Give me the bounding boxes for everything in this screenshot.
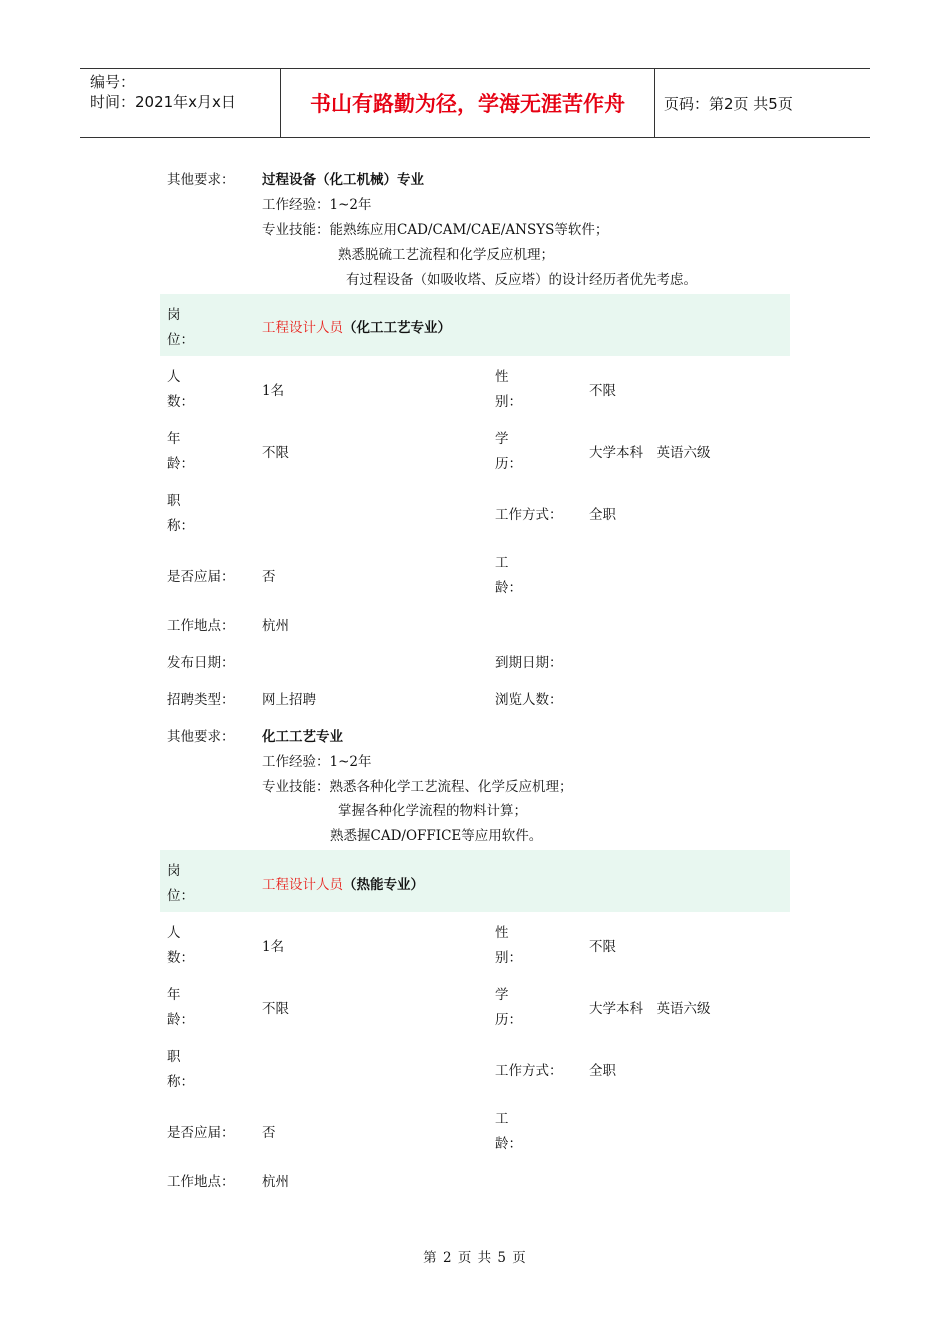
header-page-number: 页码：第2页 共5页	[664, 94, 793, 113]
fresh-graduate-label: 是否应届：	[167, 569, 235, 585]
professional-title-label: 职 称：	[167, 493, 194, 534]
header-time: 时间：2021年x月x日	[90, 93, 236, 111]
education-label: 学 历：	[495, 431, 522, 472]
requirement-skills: 掌握各种化学流程的物料计算；	[338, 803, 527, 819]
location-label: 工作地点：	[167, 1174, 235, 1190]
page-header	[80, 68, 870, 138]
post-label: 岗 位：	[167, 307, 194, 348]
header-motto: 书山有路勤为径，学海无涯苦作舟	[310, 92, 625, 116]
location-value: 杭州	[262, 1174, 289, 1190]
location-value: 杭州	[262, 618, 289, 634]
requirement-skills: 专业技能：能熟练应用CAD/CAM/CAE/ANSYS等软件；	[262, 222, 609, 238]
professional-title-label: 职 称：	[167, 1049, 194, 1090]
work-mode-value: 全职	[589, 507, 616, 523]
fresh-graduate-value: 否	[262, 1125, 276, 1141]
headcount-value: 1名	[262, 939, 285, 955]
location-label: 工作地点：	[167, 618, 235, 634]
age-label: 年 龄：	[167, 987, 194, 1028]
gender-label: 性 别：	[495, 925, 522, 966]
recruit-type-label: 招聘类型：	[167, 692, 235, 708]
job-title-band	[160, 850, 790, 912]
job-title-major: （热能专业）	[343, 877, 424, 893]
job-title-band	[160, 294, 790, 356]
seniority-label: 工 龄：	[495, 1111, 522, 1152]
views-label: 浏览人数：	[495, 692, 563, 708]
publish-date-label: 发布日期：	[167, 655, 235, 671]
header-number: 编号：	[90, 73, 136, 91]
recruit-type-value: 网上招聘	[262, 692, 316, 708]
age-label: 年 龄：	[167, 431, 194, 472]
gender-label: 性 别：	[495, 369, 522, 410]
job-title-name[interactable]: 工程设计人员	[262, 320, 343, 336]
fresh-graduate-label: 是否应届：	[167, 1125, 235, 1141]
age-value: 不限	[262, 1001, 289, 1017]
expire-date-label: 到期日期：	[495, 655, 563, 671]
requirement-skills: 专业技能：熟悉各种化学工艺流程、化学反应机理；	[262, 779, 573, 795]
gender-value: 不限	[589, 383, 616, 399]
headcount-value: 1名	[262, 383, 285, 399]
work-mode-value: 全职	[589, 1063, 616, 1079]
requirement-major: 化工工艺专业	[262, 729, 343, 745]
work-mode-label: 工作方式：	[495, 507, 563, 523]
seniority-label: 工 龄：	[495, 555, 522, 596]
requirement-experience: 工作经验：1~2年	[262, 754, 372, 770]
fresh-graduate-value: 否	[262, 569, 276, 585]
education-value: 大学本科 英语六级	[589, 1001, 711, 1017]
gender-value: 不限	[589, 939, 616, 955]
requirement-major: 过程设备（化工机械）专业	[262, 172, 424, 188]
header-meta	[90, 72, 236, 112]
work-mode-label: 工作方式：	[495, 1063, 563, 1079]
education-value: 大学本科 英语六级	[589, 445, 711, 461]
header-divider	[654, 69, 655, 137]
requirement-skills: 熟悉握CAD/OFFICE等应用软件。	[330, 828, 543, 844]
headcount-label: 人 数：	[167, 925, 194, 966]
other-requirements-label: 其他要求：	[167, 172, 235, 188]
page-footer: 第 2 页 共 5 页	[423, 1250, 527, 1266]
job-title[interactable]	[262, 873, 424, 893]
education-label: 学 历：	[495, 987, 522, 1028]
age-value: 不限	[262, 445, 289, 461]
post-label: 岗 位：	[167, 863, 194, 904]
job-title[interactable]	[262, 316, 451, 336]
job-title-major: （化工工艺专业）	[343, 320, 451, 336]
requirement-skills: 熟悉脱硫工艺流程和化学反应机理；	[338, 247, 554, 263]
headcount-label: 人 数：	[167, 369, 194, 410]
other-requirements-label: 其他要求：	[167, 729, 235, 745]
requirement-skills: 有过程设备（如吸收塔、反应塔）的设计经历者优先考虑。	[346, 272, 697, 288]
requirement-experience: 工作经验：1~2年	[262, 197, 372, 213]
job-title-name[interactable]: 工程设计人员	[262, 877, 343, 893]
